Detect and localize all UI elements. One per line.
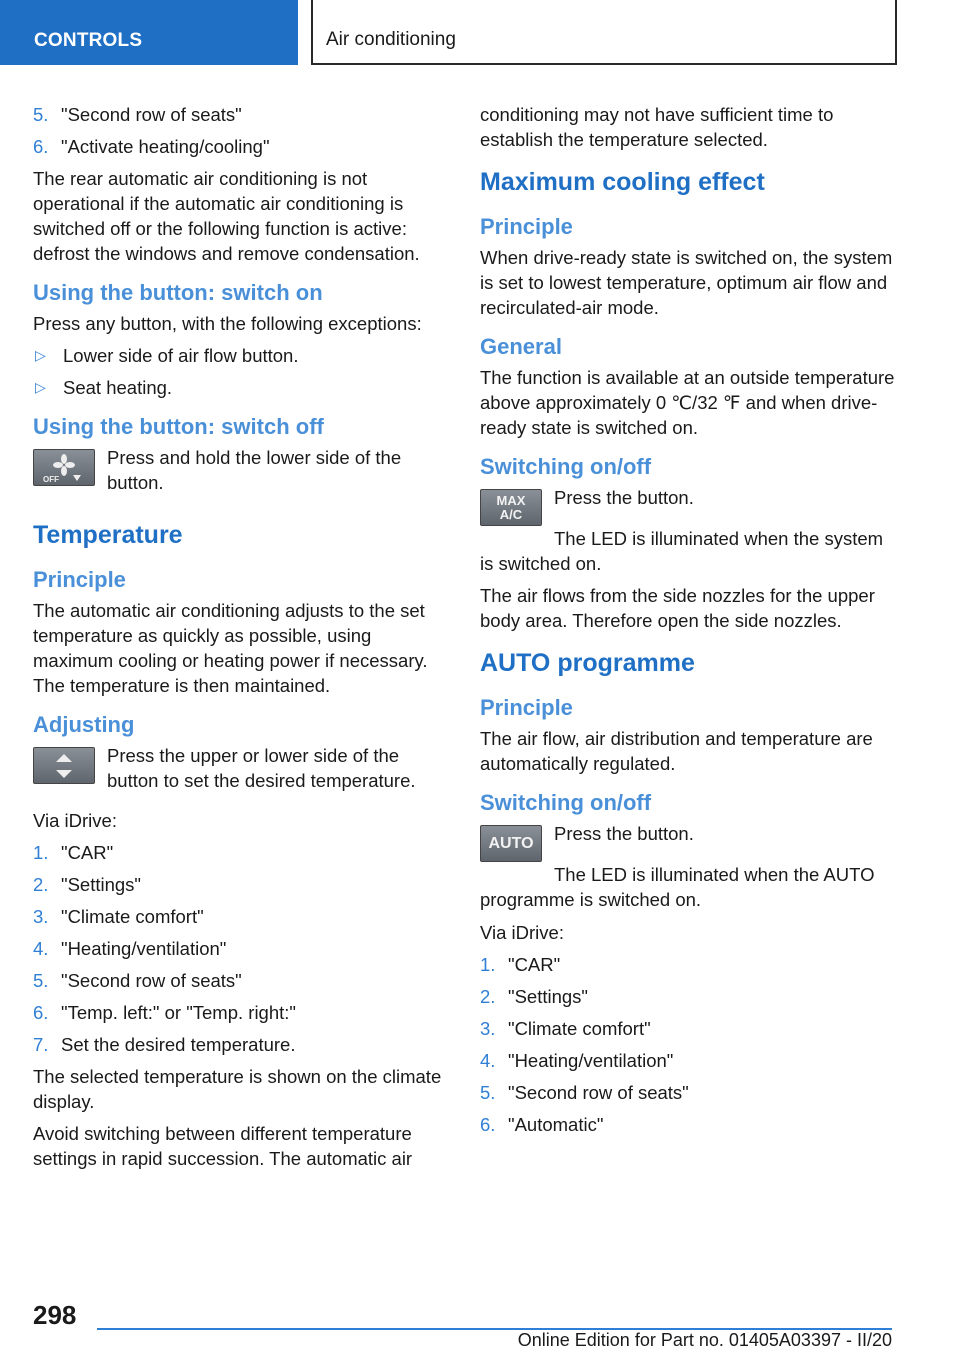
bullet-text: Lower side of air flow button. xyxy=(63,345,299,366)
list-item xyxy=(33,840,449,865)
page-number: 298 xyxy=(33,1300,77,1330)
max-ac-button-icon xyxy=(480,489,542,526)
list-number: 4. xyxy=(480,1050,496,1071)
list-text: "Second row of seats" xyxy=(61,104,242,125)
list-text: Set the desired temperature. xyxy=(61,1034,296,1055)
edition-note: Online Edition for Part no. 01405A03397 - II/20 xyxy=(517,1330,892,1350)
left-column xyxy=(33,102,449,1178)
subheading: Using the button: switch on xyxy=(33,280,323,305)
list-number: 7. xyxy=(33,1034,49,1055)
auto-label: AUTO xyxy=(488,834,534,852)
paragraph: The LED is illuminated when the system is switched on. xyxy=(480,528,884,574)
bullet-item xyxy=(33,375,449,400)
paragraph: Via iDrive: xyxy=(480,922,564,943)
list-text: "Automatic" xyxy=(508,1114,604,1135)
list-item xyxy=(33,904,449,929)
list-number: 5. xyxy=(33,104,49,125)
subheading: Principle xyxy=(480,214,573,239)
auto-button-icon xyxy=(480,825,542,862)
icon-instruction xyxy=(33,445,449,502)
section-title: CONTROLS xyxy=(34,30,143,51)
list-text: "Climate comfort" xyxy=(508,1018,651,1039)
list-item xyxy=(33,134,449,159)
right-column xyxy=(480,102,896,1144)
bullet-item xyxy=(33,343,449,368)
list-item xyxy=(33,1000,449,1025)
list-item xyxy=(480,1048,896,1073)
list-item xyxy=(480,1016,896,1041)
bullet-text: Seat heating. xyxy=(63,377,173,398)
list-number: 6. xyxy=(480,1114,496,1135)
list-number: 2. xyxy=(480,986,496,1007)
subheading: Adjusting xyxy=(33,712,135,737)
subheading: Principle xyxy=(480,695,573,720)
instruction-text: Press the upper or lower side of the button to set the desired temperature. xyxy=(107,745,416,791)
triangle-bullet-icon: ▷ xyxy=(35,347,46,363)
subheading: General xyxy=(480,334,562,359)
paragraph: Avoid switching between different temperature settings in rapid succession. The automatic air xyxy=(33,1123,413,1169)
fan-off-button-icon xyxy=(33,449,95,486)
paragraph: The air flows from the side nozzles for the upper body area. Therefore open the side nozzles. xyxy=(480,585,875,631)
subheading: Principle xyxy=(33,567,126,592)
instruction-text: Press the button. xyxy=(554,823,694,844)
list-item xyxy=(33,102,449,127)
list-number: 1. xyxy=(33,842,49,863)
paragraph: conditioning may not have sufficient time to establish the temperature selected. xyxy=(480,104,834,150)
list-text: "Second row of seats" xyxy=(508,1082,689,1103)
paragraph: The rear automatic air conditioning is not operational if the automatic air conditioning is switched off or the following function is active: defrost the windows and remove condensation. xyxy=(33,168,420,264)
section-tab xyxy=(0,0,298,65)
list-text: "Activate heating/cooling" xyxy=(61,136,270,157)
list-number: 6. xyxy=(33,1002,49,1023)
list-number: 6. xyxy=(33,136,49,157)
section-heading: Maximum cooling effect xyxy=(480,168,765,196)
list-item xyxy=(480,1112,896,1137)
list-item xyxy=(33,872,449,897)
paragraph: The function is available at an outside temperature above approximately 0 ℃/32 ℉ and when drive-ready state is switched on. xyxy=(480,367,895,438)
paragraph: When drive-ready state is switched on, the system is set to lowest temperature, optimum air flow and recirculated-air mode. xyxy=(480,247,893,318)
paragraph: Via iDrive: xyxy=(33,810,117,831)
list-item xyxy=(33,1032,449,1057)
paragraph: The selected temperature is shown on the climate display. xyxy=(33,1066,442,1112)
list-number: 3. xyxy=(33,906,49,927)
list-text: "Heating/ventilation" xyxy=(508,1050,674,1071)
up-down-rocker-icon xyxy=(33,747,95,784)
subheading: Using the button: switch off xyxy=(33,414,324,439)
instruction-text: Press and hold the lower side of the button. xyxy=(107,447,402,493)
subheading: Switching on/off xyxy=(480,454,652,479)
list-text: "CAR" xyxy=(61,842,114,863)
chapter-title: Air conditioning xyxy=(326,29,456,50)
list-item xyxy=(480,1080,896,1105)
paragraph: Press any button, with the following exceptions: xyxy=(33,313,422,334)
icon-instruction xyxy=(480,821,896,862)
icon-instruction xyxy=(480,485,896,526)
list-number: 5. xyxy=(480,1082,496,1103)
list-number: 4. xyxy=(33,938,49,959)
section-heading: AUTO programme xyxy=(480,649,695,677)
list-text: "Settings" xyxy=(508,986,588,1007)
list-text: "Temp. left:" or "Temp. right:" xyxy=(61,1002,296,1023)
list-item xyxy=(480,984,896,1009)
paragraph: The air flow, air distribution and temperature are automatically regulated. xyxy=(480,728,873,774)
list-item xyxy=(33,968,449,993)
list-number: 1. xyxy=(480,954,496,975)
paragraph: The LED is illuminated when the AUTO programme is switched on. xyxy=(480,864,875,910)
list-text: "Settings" xyxy=(61,874,141,895)
list-text: "Climate comfort" xyxy=(61,906,204,927)
max-ac-label-line1: MAX xyxy=(496,492,526,508)
list-number: 5. xyxy=(33,970,49,991)
fan-off-label: OFF xyxy=(43,474,59,483)
icon-instruction xyxy=(33,743,449,800)
paragraph: The automatic air conditioning adjusts to the set temperature as quickly as possible, using maximum cooling or heating power if necessary. The temperature is then maintained. xyxy=(33,600,428,696)
section-heading: Temperature xyxy=(33,521,183,549)
list-item xyxy=(480,952,896,977)
list-text: "Heating/ventilation" xyxy=(61,938,227,959)
chapter-tab xyxy=(311,0,897,65)
max-ac-label-line2: A/C xyxy=(499,506,523,522)
list-text: "Second row of seats" xyxy=(61,970,242,991)
instruction-text: Press the button. xyxy=(554,487,694,508)
list-number: 2. xyxy=(33,874,49,895)
subheading: Switching on/off xyxy=(480,790,652,815)
list-number: 3. xyxy=(480,1018,496,1039)
list-text: "CAR" xyxy=(508,954,561,975)
triangle-bullet-icon: ▷ xyxy=(35,379,46,395)
list-item xyxy=(33,936,449,961)
